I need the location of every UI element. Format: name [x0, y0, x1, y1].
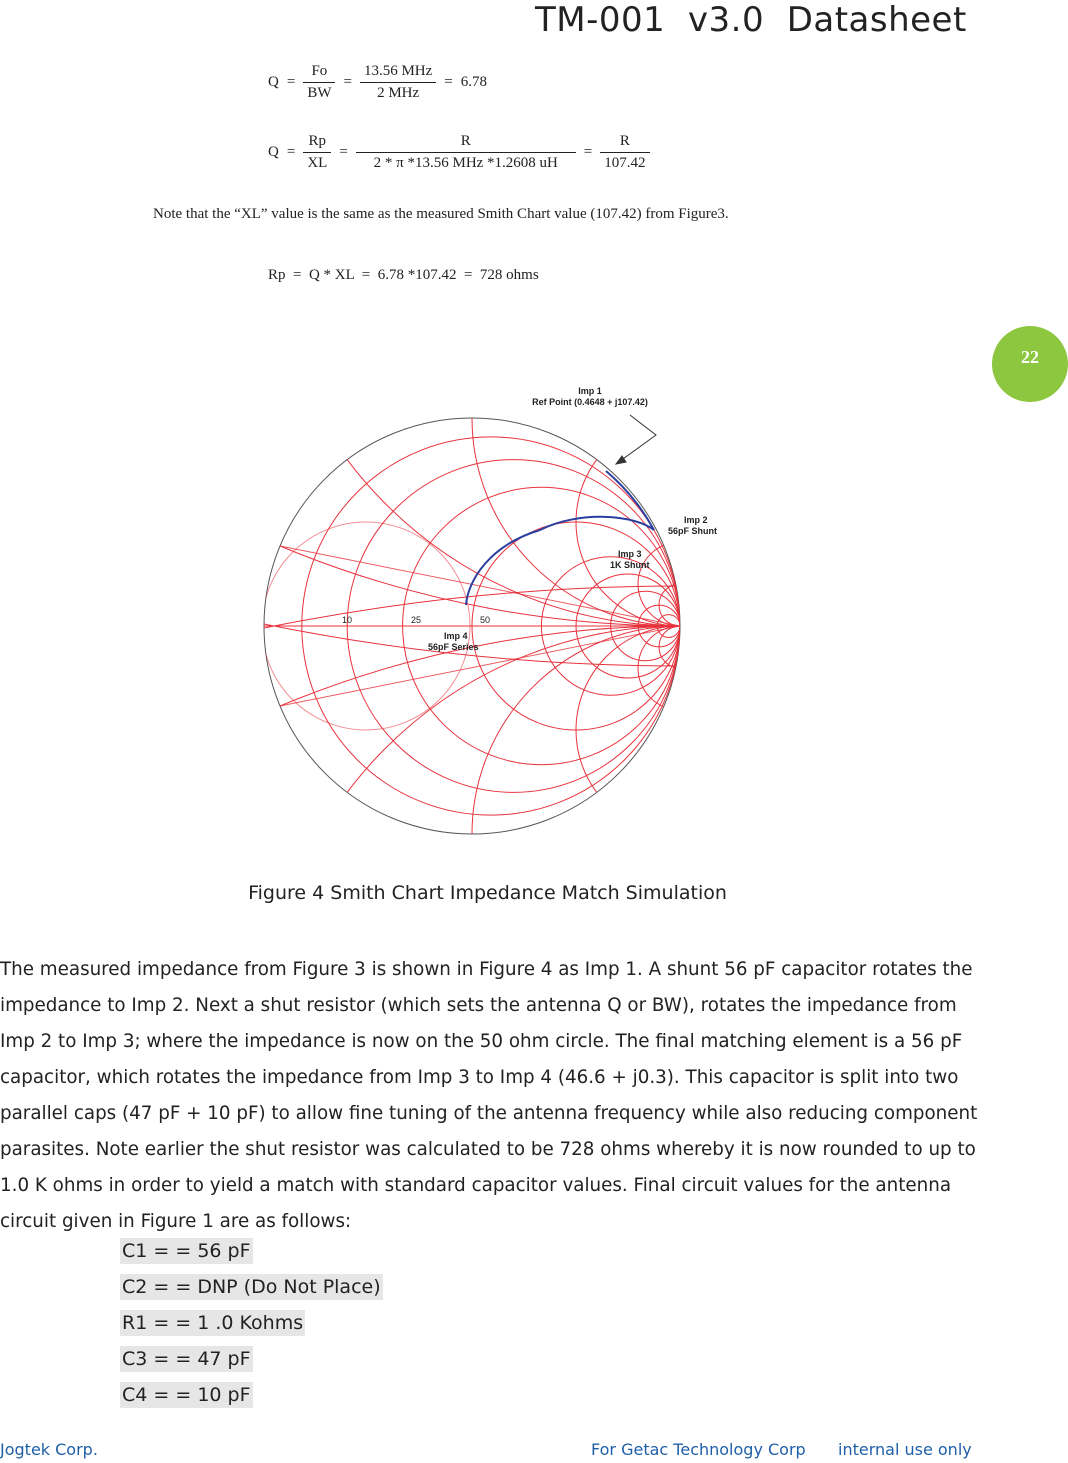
- eq1-result: 6.78: [460, 74, 487, 90]
- eq1-frac1: $\frac{Fo}{BW}$: [303, 63, 335, 102]
- impedance-trace: [466, 471, 654, 605]
- equation-q-bandwidth: Q = $\frac{Fo}{BW}$ = $\frac{\text{13.56 MHz}}{\text{2 MHz}}$ = 6.78: [268, 63, 487, 101]
- smith-chart-grid: [250, 380, 750, 850]
- imp3-label: Imp 3: [618, 549, 642, 559]
- value-c1: C1 = = 56 pF: [122, 1240, 251, 1262]
- tick-label-25: 25: [411, 615, 422, 625]
- footer-client: For Getac Technology Corp: [591, 1440, 806, 1459]
- imp4-sub-label: 56pF Series: [428, 642, 479, 652]
- component-values-list: [120, 1238, 383, 1418]
- trace-imp1-imp2: [606, 471, 654, 530]
- trace-imp2-imp3: [540, 517, 654, 530]
- value-c4: C4 = = 10 pF: [122, 1384, 251, 1406]
- body-paragraph: The measured impedance from Figure 3 is shown in Figure 4 as Imp 1. A shunt 56 pF capacitor rotates the impedance to Imp 2. Next a shut resistor (which sets the antenna Q or BW), rotates the impedance from Imp 2 to Imp 3; where the impedance is now on the 50 ohm circle. The final matching element is a 56 pF capacitor, which rotates the impedance from Imp 3 to Imp 4 (46.6 + j0.3). This capacitor is split into two parallel caps (47 pF + 10 pF) to allow fine tuning of the antenna frequency while also reducing component parasites. Note earlier the shut resistor was calculated to be 728 ohms whereby it is now rounded to up to 1.0 K ohms in order to yield a match with standard capacitor values. Final circuit values for the antenna circuit given in Figure 1 are as follows:: [0, 959, 978, 1232]
- eq2-frac3: $\frac{R}{107.42}$: [600, 133, 649, 172]
- imp1-pointer: [616, 415, 656, 464]
- imp2-sub-label: 56pF Shunt: [668, 526, 717, 536]
- footer-confidentiality: internal use only: [838, 1440, 972, 1459]
- tick-label-50: 50: [480, 615, 491, 625]
- eq2-lhs: Q: [268, 144, 279, 160]
- note-paragraph: Note that the “XL” value is the same as the measured Smith Chart value (107.42) from Figure3.: [153, 206, 729, 222]
- equation-rp: Rp = Q * XL = 6.78 *107.42 = 728 ohms: [268, 267, 539, 283]
- equation-q-rp: Q = $\frac{Rp}{XL}$ = $\frac{R}{\text{2 * π *13.56 MHz *1.2608 uH}}$ = $\frac{R}{107.42}$: [268, 133, 650, 172]
- smith-chart-figure: [250, 380, 750, 850]
- imp1-ref-label: Ref Point (0.4648 + j107.42): [532, 397, 648, 407]
- value-c3: C3 = = 47 pF: [122, 1348, 251, 1370]
- value-r1: R1 = = 1 .0 Kohms: [122, 1312, 304, 1334]
- imp1-label: Imp 1: [578, 386, 602, 396]
- document-header-title: TM-001 v3.0 Datasheet: [535, 0, 967, 40]
- value-c2: C2 = = DNP (Do Not Place): [122, 1276, 381, 1298]
- eq1-lhs: Q: [268, 74, 279, 90]
- tick-label-10: 10: [342, 615, 353, 625]
- imp3-sub-label: 1K Shunt: [610, 560, 650, 570]
- imp4-label: Imp 4: [444, 631, 468, 641]
- footer-company: Jogtek Corp.: [0, 1440, 98, 1459]
- figure-caption: Figure 4 Smith Chart Impedance Match Simulation: [248, 882, 727, 904]
- page-number-badge: 22: [992, 326, 1068, 402]
- imp2-label: Imp 2: [684, 515, 708, 525]
- eq2-frac2: $\frac{R}{\text{2 * π *13.56 MHz *1.2608 uH}}$: [356, 133, 576, 172]
- eq1-frac2: $\frac{\text{13.56 MHz}}{\text{2 MHz}}$: [360, 63, 436, 102]
- eq2-frac1: $\frac{Rp}{XL}$: [303, 133, 331, 172]
